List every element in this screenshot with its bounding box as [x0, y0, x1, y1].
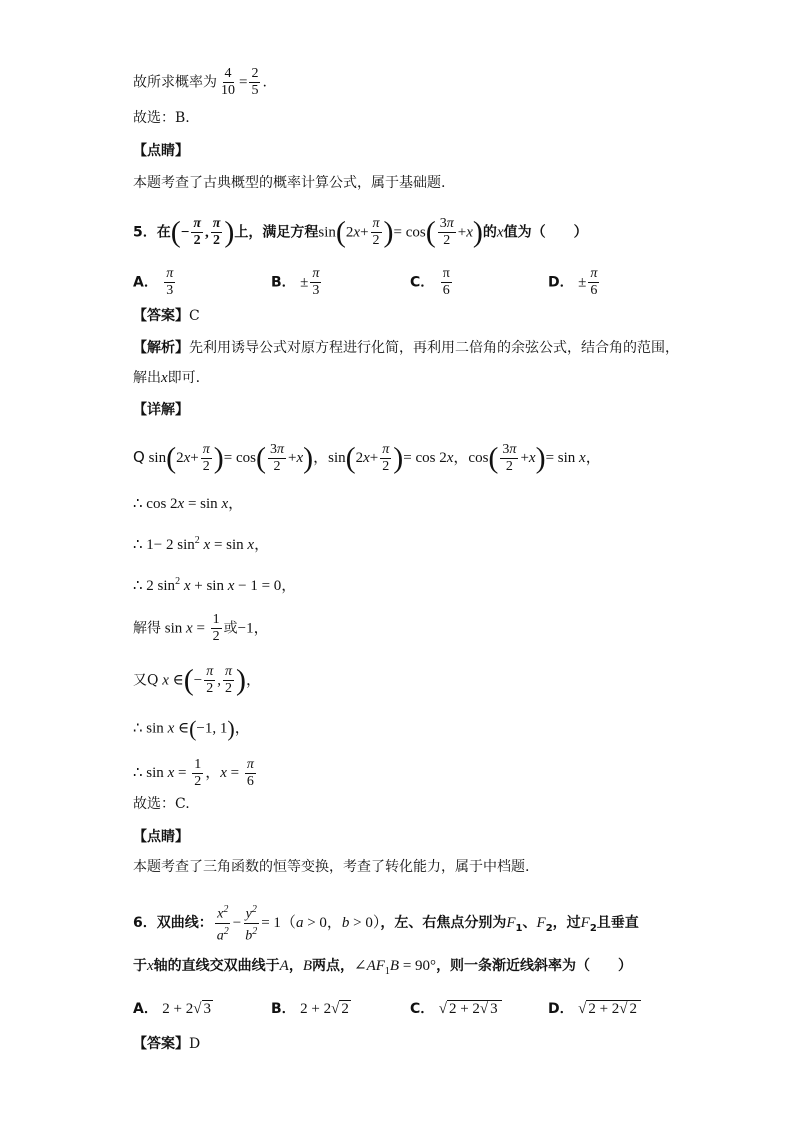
detail-heading: 【详解】: [133, 402, 189, 418]
question-5: 5．在(− $\frac{\pi}{2}$ , $\frac{\pi}{2}$ )上，满足方程sin(2x+ $\frac{\pi}{2}$ )= cos( $\frac{3\pi}{2}$ +x)的x值为（ ）: [133, 215, 588, 249]
option-6a[interactable]: A． 2 + 2√ 3: [133, 1001, 211, 1017]
option-a[interactable]: A． $\frac{\pi}{3}$: [133, 266, 174, 298]
solution-step-5: 解得 sin x = $\frac{1}{2}$ 或−1，: [133, 612, 269, 644]
option-b[interactable]: B． ± $\frac{\pi}{3}$: [271, 266, 320, 298]
question-6-cont: 于x轴的直线交双曲线于A，B两点，$\angle AF_1B = 90^\circ$，则一条渐近线斜率为（ ）: [133, 958, 633, 977]
solution-step-8: ∴ sin x = $\frac{1}{2}$ ，x = $\frac{\pi}{6}$: [133, 757, 254, 789]
probability-line: 故所求概率为 $\frac{4}{10}$ = $\frac{2}{5}$ .: [133, 66, 267, 98]
answer-5: 【答案】C: [133, 308, 200, 324]
solution-step-2: ∴ cos 2x = sin x，: [133, 496, 244, 512]
analysis-5-cont: 解出x即可.: [133, 370, 201, 386]
answer-choice-line: 故选：B.: [133, 110, 190, 126]
question-6: 6．双曲线： $\frac{x^2}{a^2}$ − $\frac{y^2}{b^2}$ = 1（a > 0，b > 0），左、右焦点分别为$F_1$、$F_2$，过$F_2$且垂直: [133, 904, 639, 944]
comment-heading-2: 【点睛】: [133, 829, 189, 845]
answer-6: 【答案】D: [133, 1036, 201, 1052]
option-6b[interactable]: B． 2 + 2√ 2: [271, 1001, 349, 1017]
solution-step-1: Q sin(2x+ $\frac{\pi}{2}$ )= cos( $\frac{3\pi}{2}$ +x)，sin(2x+ $\frac{\pi}{2}$ )= cos 2x，cos( $\frac{3\pi}{2}$ +x)= sin x，: [133, 441, 601, 475]
solution-step-4: ∴ 2 $\sin^2 x + \sin x - 1 = 0$，: [133, 576, 297, 594]
option-d[interactable]: D． ± $\frac{\pi}{6}$: [548, 266, 598, 298]
solution-step-7: ∴ sin x ∈(−1, 1)，: [133, 716, 250, 741]
analysis-5: 【解析】先利用诱导公式对原方程进行化简，再利用二倍角的余弦公式，结合角的范围，: [133, 340, 679, 356]
comment-text: 本题考查了古典概型的概率计算公式，属于基础题.: [133, 175, 446, 191]
option-c[interactable]: C． $\frac{\pi}{6}$: [410, 266, 450, 298]
solution-step-6: 又Q x ∈(− $\frac{\pi}{2}$ , $\frac{\pi}{2}$ )，: [133, 663, 262, 697]
solution-step-3: ∴ 1− 2 $\sin^2 x = \sin x$，: [133, 535, 270, 553]
comment-heading: 【点睛】: [133, 143, 189, 159]
conclusion: 故选：C.: [133, 796, 190, 812]
option-6c[interactable]: C． √ 2 + 2√ 3: [410, 998, 502, 1018]
comment-text-2: 本题考查了三角函数的恒等变换，考查了转化能力，属于中档题.: [133, 859, 530, 875]
option-6d[interactable]: D． √ 2 + 2√ 2: [548, 998, 641, 1018]
